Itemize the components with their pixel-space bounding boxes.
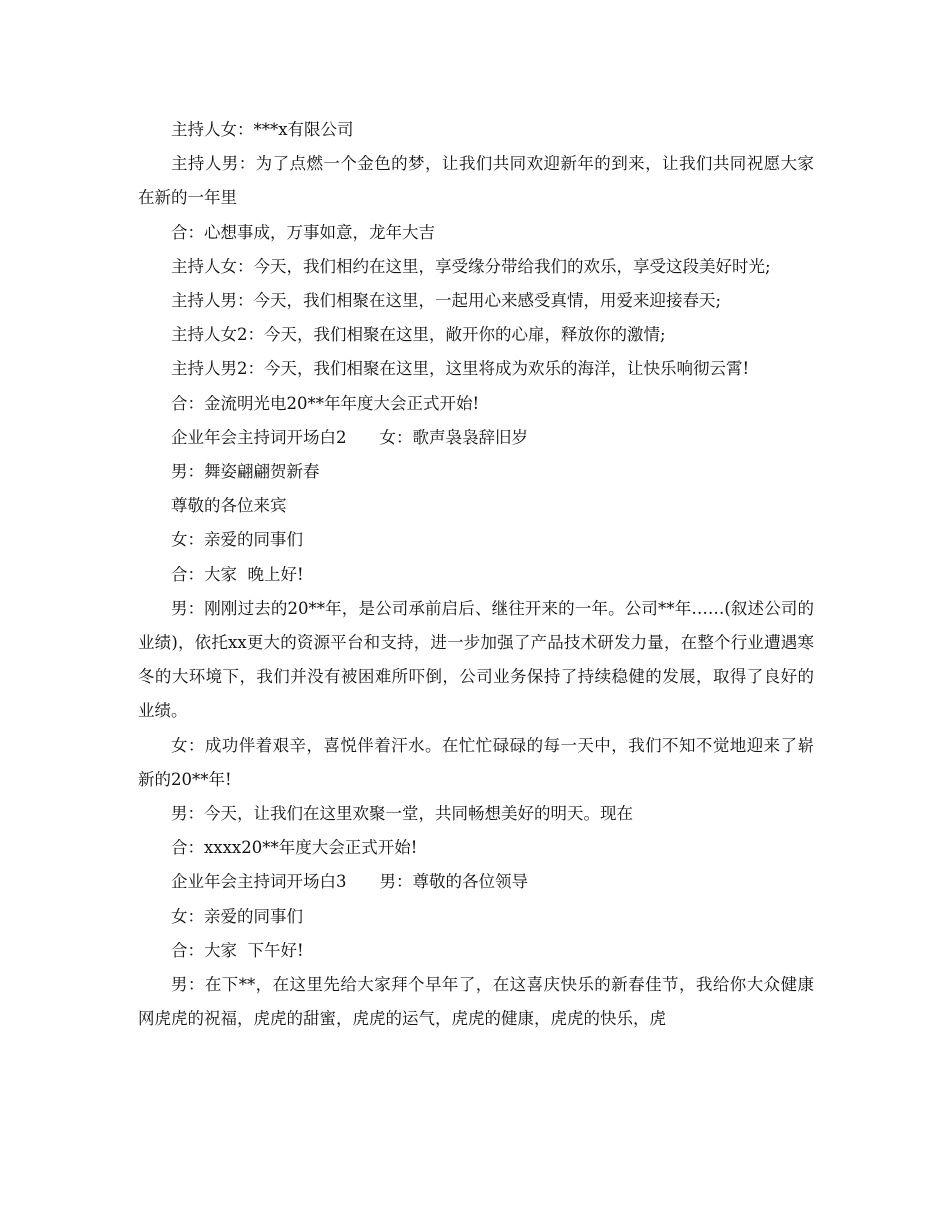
- paragraph: 男：今天，让我们在这里欢聚一堂，共同畅想美好的明天。现在: [171, 804, 633, 824]
- paragraph: 合：大家 晚上好!: [171, 564, 304, 584]
- paragraph: 男：舞姿翩翩贺新春: [171, 462, 320, 482]
- paragraph: 女：成功伴着艰辛，喜悦伴着汗水。在忙忙碌碌的每一天中，我们不知不觉地迎来了崭新的20**年!: [138, 735, 814, 789]
- section-heading: 企业年会主持词开场白2 女：歌声袅袅辞旧岁: [171, 427, 528, 447]
- paragraph: 合：大家 下午好!: [171, 940, 304, 960]
- paragraph: 主持人男2：今天，我们相聚在这里，这里将成为欢乐的海洋，让快乐响彻云霄!: [171, 359, 750, 379]
- paragraph: 男：刚刚过去的20**年，是公司承前启后、继往开来的一年。公司**年……(叙述公司的业绩)，依托xx更大的资源平台和支持，进一步加强了产品技术研发力量，在整个行业遭遇寒冬的大环境下，我们并没有被困难所吓倒，公司业务保持了持续稳健的发展，取得了良好的业绩。: [138, 598, 814, 721]
- paragraph: 女：亲爱的同事们: [171, 906, 303, 926]
- document-body: [138, 113, 814, 1036]
- section-heading: 企业年会主持词开场白3 男：尊敬的各位领导: [171, 872, 528, 892]
- paragraph: 合：心想事成，万事如意，龙年大吉: [171, 222, 435, 242]
- paragraph: 主持人女2：今天，我们相聚在这里，敞开你的心扉，释放你的激情;: [171, 325, 666, 345]
- paragraph: 主持人女：今天，我们相约在这里，享受缘分带给我们的欢乐，享受这段美好时光;: [171, 256, 771, 276]
- paragraph: 主持人男：为了点燃一个金色的梦，让我们共同欢迎新年的到来，让我们共同祝愿大家在新的一年里: [138, 154, 814, 208]
- paragraph: 女：亲爱的同事们: [171, 530, 303, 550]
- paragraph: 合：金流明光电20**年年度大会正式开始!: [171, 393, 480, 413]
- paragraph: 主持人男：今天，我们相聚在这里，一起用心来感受真情，用爱来迎接春天;: [171, 291, 722, 311]
- paragraph: 男：在下**，在这里先给大家拜个早年了，在这喜庆快乐的新春佳节，我给你大众健康网虎虎的祝福，虎虎的甜蜜，虎虎的运气，虎虎的健康，虎虎的快乐，虎: [138, 975, 814, 1029]
- paragraph: 合：xxxx20**年度大会正式开始!: [171, 838, 418, 858]
- paragraph: 主持人女：***x有限公司: [171, 120, 354, 139]
- paragraph: 尊敬的各位来宾: [171, 496, 287, 516]
